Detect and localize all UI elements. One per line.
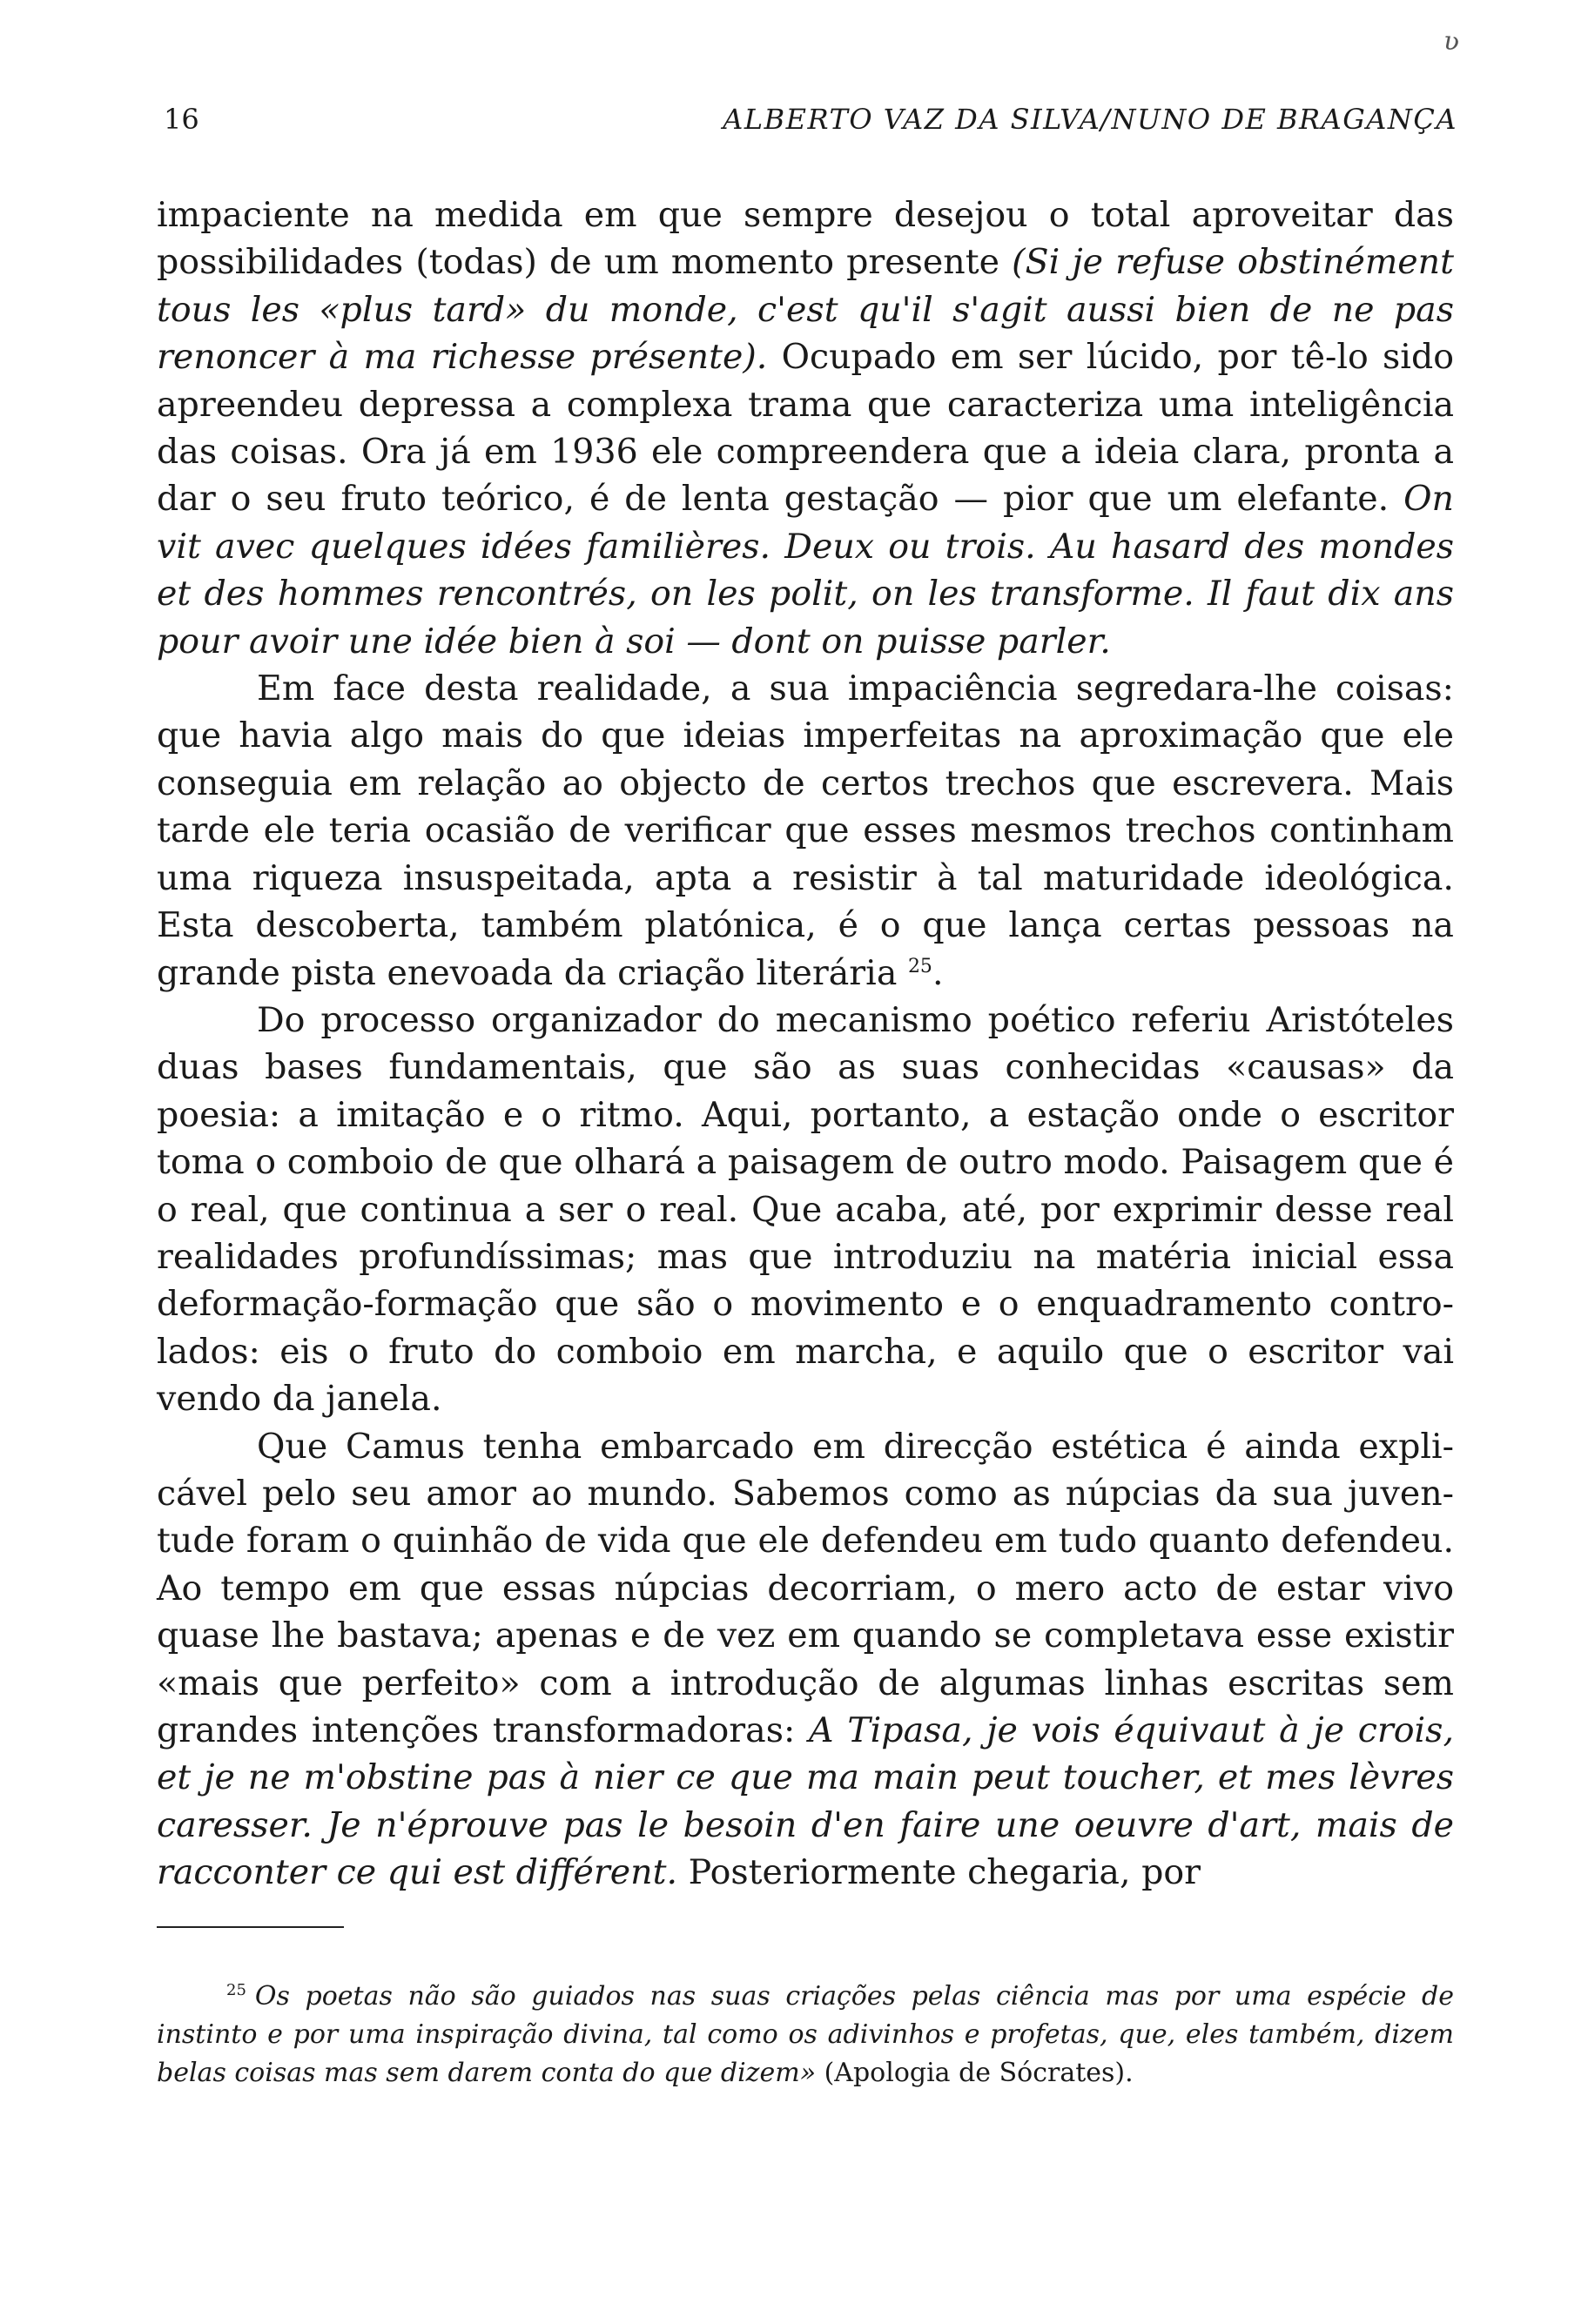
paragraph-4 bbox=[157, 1423, 1454, 1897]
paragraph-2-text-b: . bbox=[932, 952, 944, 993]
paragraph-2 bbox=[157, 665, 1454, 997]
footnote bbox=[157, 1978, 1454, 2092]
footnote-italic-text: Os poetas não são guiados nas suas criações pelas ciência mas por uma espécie de instinto e por uma inspiração divina, tal como os adivinhos e profetas, que, eles também, dizem belas coisas mas sem darem conta do que dizem» bbox=[157, 1981, 1454, 2088]
paragraph-1 bbox=[157, 191, 1454, 665]
page-header bbox=[164, 103, 1457, 136]
paragraph-1-text-b: Ocupado em ser lúcido, por tê-lo sido apreendeu depressa a complexa trama que caracteriza uma inteligência das coisas. Ora já em 1936 ele compreendera que a ideia clara, pronta a dar o seu fruto teórico, é de lenta gestação — pior que um elefante. bbox=[157, 337, 1455, 520]
footnote-divider bbox=[157, 1926, 344, 1928]
paragraph-1-quote-a: (Si je refuse obstinément tous les «plus tard» du monde, c'est qu'il s'agit aussi bien de ne pas renoncer à ma richesse présente). bbox=[157, 242, 1454, 378]
paragraph-4-text-a: Que Camus tenha embarcado em direcção estética é ainda explicável pelo seu amor ao mundo. Sabemos como as núpcias da sua juventude foram o quinhão de vida que ele defendeu em tudo quanto defendeu. Ao tempo em que essas núpcias decorriam, o mero acto de estar vivo quase lhe bastava; apenas e de vez em quando se completava esse existir «mais que perfeito» com a introdução de algumas linhas escritas sem grandes intenções transformadoras: bbox=[157, 1426, 1454, 1750]
footnote-paragraph bbox=[157, 1978, 1454, 2092]
paragraph-1-quote-b: On vit avec quelques idées familières. Deux ou trois. Au hasard des mondes et des hommes rencontrés, on les polit, on les transforme. Il faut dix ans pour avoir une idée bien à soi — dont on puisse parler. bbox=[157, 479, 1454, 662]
corner-mark: ʋ bbox=[1443, 26, 1460, 57]
paragraph-4-text-b: Posteriormente chegaria, por bbox=[677, 1852, 1201, 1893]
body-text bbox=[157, 191, 1454, 1897]
page-number: 16 bbox=[164, 103, 199, 136]
footnote-plain-text: (Apologia de Sócrates). bbox=[816, 2058, 1134, 2088]
paragraph-4-quote: A Tipasa, je vois équivaut à je crois, et je ne m'obstine pas à nier ce que ma main peut toucher, et mes lèvres caresser. Je n'éprouve pas le besoin d'en faire une oeuvre d'art, mais de racconter ce qui est différent. bbox=[157, 1710, 1454, 1893]
running-head: ALBERTO VAZ DA SILVA/NUNO DE BRAGANÇA bbox=[723, 103, 1457, 136]
footnote-reference: 25 bbox=[907, 955, 932, 977]
footnote-marker: 25 bbox=[226, 1981, 246, 1999]
paragraph-3: Do processo organizador do mecanismo poético referiu Aristóteles duas bases fundamentais, que são as suas conhecidas «causas» da poesia: a imitação e o ritmo. Aqui, portanto, a estação onde o escritor toma o comboio de que olhará a paisagem de outro modo. Paisagem que é o real, que continua a ser o real. Que acaba, até, por exprimir desse real realidades profundíssimas; mas que introduziu na matéria inicial essa deformação-formação que são o movimento e o enquadramento controlados: eis o fruto do comboio em marcha, e aquilo que o escritor vai vendo da janela. bbox=[157, 999, 1454, 1420]
paragraph-1-text-a: impaciente na medida em que sempre desejou o total aproveitar das possibilidades (todas) de um momento presente bbox=[157, 195, 1454, 283]
paragraph-2-text-a: Em face desta realidade, a sua impaciência segredara-lhe coisas: que havia algo mais do que ideias imperfeitas na aproximação que ele conseguia em relação ao objecto de certos trechos que escrevera. Mais tarde ele teria ocasião de verificar que esses mesmos trechos continham uma riqueza insuspeitada, apta a resistir à tal maturidade ideológica. Esta descoberta, também platónica, é o que lança certas pessoas na grande pista enevoada da criação literária bbox=[157, 668, 1454, 993]
